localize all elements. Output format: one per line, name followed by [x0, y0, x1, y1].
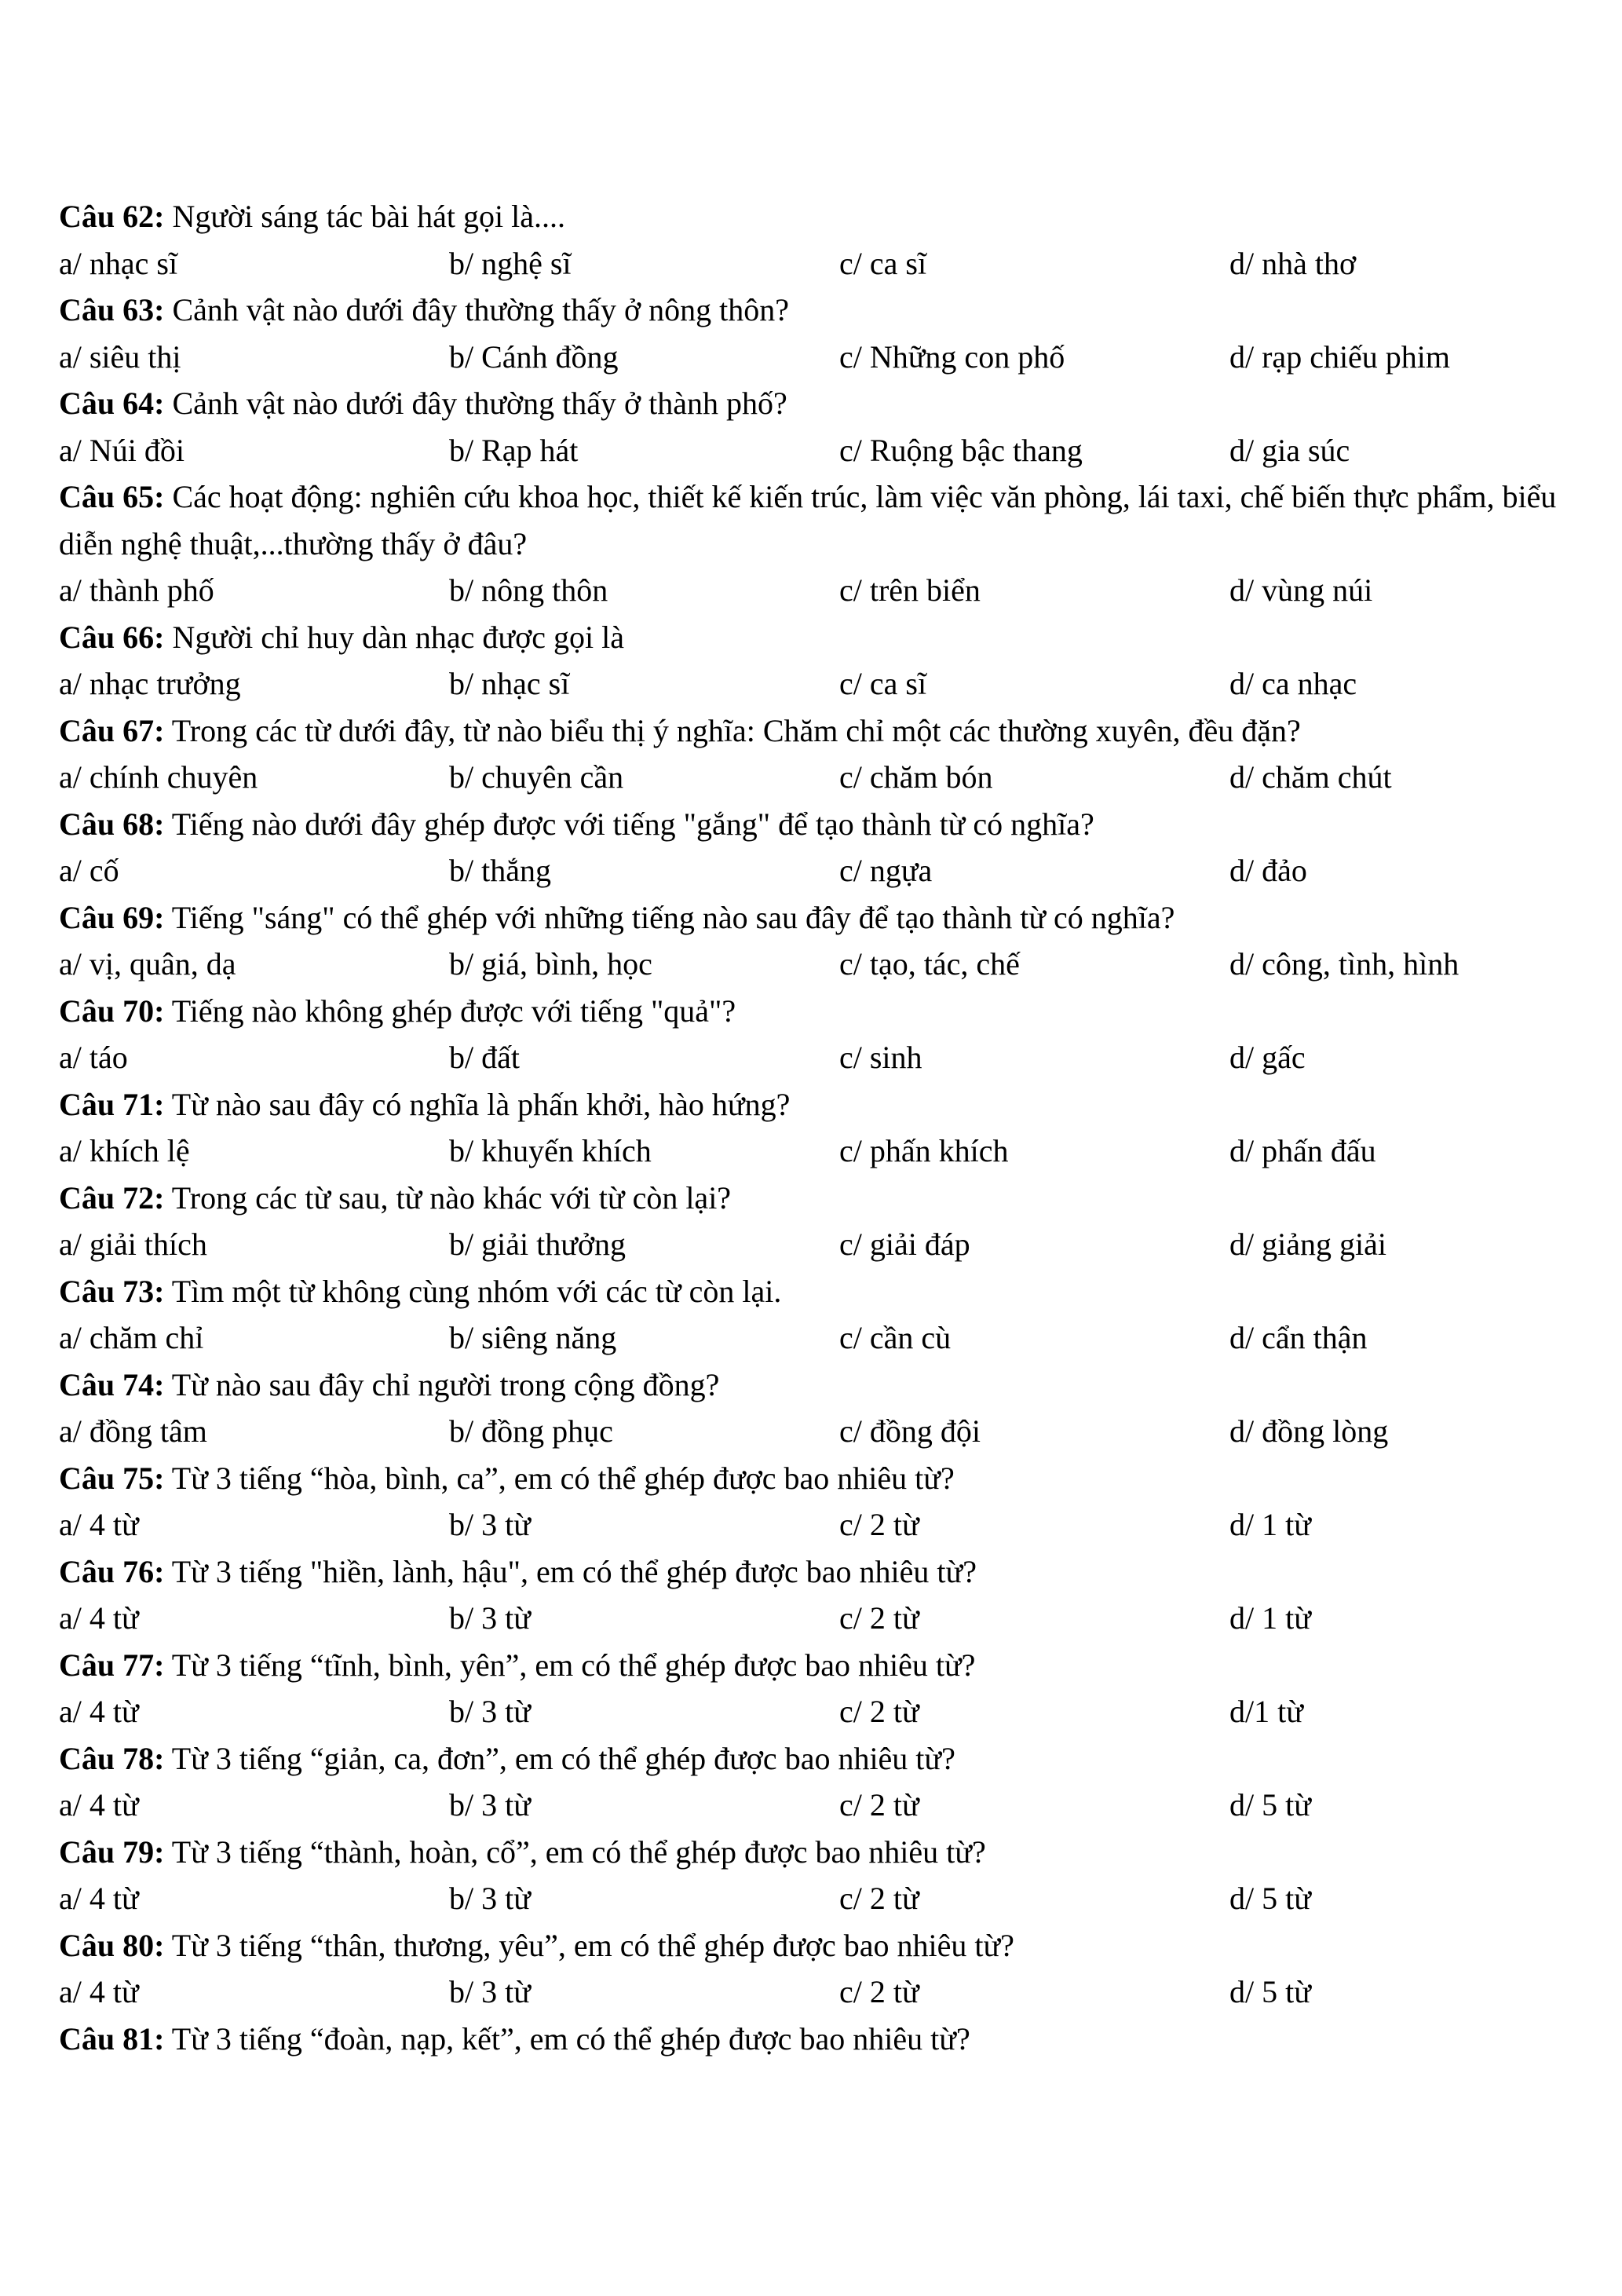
question-line [59, 380, 1590, 427]
question-line [59, 1175, 1590, 1222]
option-a: a/ nhạc trưởng [59, 666, 241, 701]
question-line [59, 707, 1590, 755]
option-c: c/ cần cù [839, 1320, 952, 1355]
question-line [59, 1735, 1590, 1782]
question-line [59, 894, 1590, 941]
question-block [59, 1548, 1590, 1642]
option-b: b/ 3 từ [449, 1507, 531, 1542]
question-number: Câu 80: [59, 1927, 165, 1963]
question-line [59, 1922, 1590, 1969]
option-a: a/ 4 từ [59, 1507, 139, 1542]
answer-options [59, 1782, 1590, 1829]
option-c: c/ 2 từ [839, 1507, 919, 1542]
option-b: b/ 3 từ [449, 1974, 531, 2009]
question-block [59, 1455, 1590, 1548]
option-a: a/ cố [59, 853, 119, 888]
option-d: d/ rạp chiếu phim [1229, 338, 1451, 375]
question-text: Từ nào sau đây có nghĩa là phấn khởi, hào hứng? [164, 1086, 791, 1122]
option-d: d/ giảng giải [1229, 1227, 1386, 1262]
answer-options [59, 1314, 1590, 1362]
option-a: a/ siêu thị [59, 338, 181, 375]
option-c: c/ phấn khích [839, 1133, 1009, 1168]
option-c: c/ 2 từ [839, 1974, 919, 2009]
question-line [59, 1081, 1590, 1128]
option-a: a/ giải thích [59, 1227, 207, 1262]
question-text: Người sáng tác bài hát gọi là.... [164, 199, 565, 234]
question-line [59, 473, 1590, 567]
question-text: Cảnh vật nào dưới đây thường thấy ở nông thôn? [164, 292, 790, 327]
option-c: c/ 2 từ [839, 1694, 919, 1729]
question-text: Từ 3 tiếng “tĩnh, bình, yên”, em có thể ghép được bao nhiêu từ? [164, 1647, 976, 1683]
answer-options [59, 1875, 1590, 1922]
question-number: Câu 78: [59, 1740, 165, 1776]
option-d: d/ 1 từ [1229, 1600, 1311, 1636]
option-b: b/ nhạc sĩ [449, 666, 570, 701]
option-d: d/ gia súc [1229, 432, 1350, 468]
answer-options [59, 240, 1590, 287]
question-line [59, 193, 1590, 240]
option-d: d/1 từ [1229, 1694, 1303, 1729]
question-block [59, 1081, 1590, 1175]
question-number: Câu 76: [59, 1553, 165, 1589]
question-block [59, 707, 1590, 801]
answer-options [59, 847, 1590, 894]
option-c: c/ Ruộng bậc thang [839, 432, 1083, 468]
option-b: b/ chuyên cần [449, 759, 624, 795]
question-block [59, 1829, 1590, 1922]
option-b: b/ Rạp hát [449, 432, 579, 468]
question-block [59, 894, 1590, 988]
question-block [59, 1362, 1590, 1455]
answer-options [59, 1501, 1590, 1548]
question-number: Câu 74: [59, 1366, 165, 1402]
question-number: Câu 62: [59, 199, 165, 234]
option-b: b/ siêng năng [449, 1320, 617, 1355]
option-d: d/ 5 từ [1229, 1787, 1311, 1823]
option-a: a/ vị, quân, dạ [59, 946, 236, 982]
question-line [59, 988, 1590, 1035]
option-c: c/ ca sĩ [839, 666, 927, 701]
answer-options [59, 427, 1590, 474]
question-text: Cảnh vật nào dưới đây thường thấy ở thành phố? [164, 386, 787, 421]
question-block [59, 614, 1590, 707]
question-number: Câu 73: [59, 1273, 165, 1309]
answer-options [59, 567, 1590, 614]
option-c: c/ giải đáp [839, 1227, 970, 1262]
question-text: Trong các từ dưới đây, từ nào biểu thị ý nghĩa: Chăm chỉ một các thường xuyên, đều đặn? [164, 712, 1301, 748]
question-text: Tiếng nào dưới đây ghép được với tiếng "gắng" để tạo thành từ có nghĩa? [164, 806, 1094, 842]
question-block [59, 380, 1590, 473]
option-b: b/ đất [449, 1040, 520, 1075]
option-d: d/ phấn đấu [1229, 1133, 1376, 1168]
option-a: a/ 4 từ [59, 1974, 139, 2009]
option-b: b/ nông thôn [449, 572, 608, 608]
question-text: Từ nào sau đây chỉ người trong cộng đồng? [164, 1366, 720, 1402]
question-number: Câu 72: [59, 1179, 165, 1216]
option-a: a/ táo [59, 1040, 128, 1075]
question-line [59, 1642, 1590, 1689]
question-block [59, 801, 1590, 894]
question-number: Câu 75: [59, 1460, 165, 1496]
question-text: Từ 3 tiếng “thân, thương, yêu”, em có thể ghép được bao nhiêu từ? [164, 1927, 1014, 1963]
question-block [59, 473, 1590, 614]
question-block [59, 2016, 1590, 2063]
question-line [59, 1455, 1590, 1502]
option-c: c/ sinh [839, 1040, 922, 1075]
question-text: Từ 3 tiếng “giản, ca, đơn”, em có thể ghép được bao nhiêu từ? [164, 1740, 955, 1776]
option-b: b/ 3 từ [449, 1787, 531, 1823]
question-number: Câu 81: [59, 2020, 165, 2057]
question-line [59, 1548, 1590, 1596]
option-a: a/ 4 từ [59, 1694, 139, 1729]
question-block [59, 1642, 1590, 1735]
option-d: d/ cẩn thận [1229, 1320, 1368, 1355]
option-b: b/ khuyến khích [449, 1133, 652, 1168]
option-a: a/ nhạc sĩ [59, 245, 178, 281]
option-c: c/ ngựa [839, 853, 933, 888]
question-number: Câu 68: [59, 806, 165, 842]
answer-options [59, 1595, 1590, 1642]
question-block [59, 1175, 1590, 1268]
question-number: Câu 63: [59, 292, 165, 327]
question-block [59, 193, 1590, 287]
option-b: b/ Cánh đồng [449, 338, 619, 375]
option-a: a/ 4 từ [59, 1600, 139, 1636]
question-block [59, 1735, 1590, 1829]
question-number: Câu 69: [59, 899, 165, 935]
option-d: d/ chăm chút [1229, 759, 1392, 795]
answer-options [59, 1034, 1590, 1081]
option-b: b/ giải thưởng [449, 1227, 627, 1262]
question-line [59, 2016, 1590, 2063]
question-number: Câu 77: [59, 1647, 165, 1683]
option-d: d/ 5 từ [1229, 1881, 1311, 1916]
option-b: b/ đồng phục [449, 1413, 613, 1449]
question-number: Câu 70: [59, 993, 165, 1029]
option-b: b/ 3 từ [449, 1881, 531, 1916]
option-c: c/ 2 từ [839, 1787, 919, 1823]
option-a: a/ khích lệ [59, 1133, 190, 1168]
answer-options [59, 334, 1590, 381]
question-text: Từ 3 tiếng “hòa, bình, ca”, em có thể ghép được bao nhiêu từ? [164, 1460, 955, 1496]
option-d: d/ nhà thơ [1229, 245, 1357, 281]
option-d: d/ ca nhạc [1229, 666, 1357, 701]
option-b: b/ giá, bình, học [449, 946, 652, 982]
option-d: d/ đồng lòng [1229, 1413, 1389, 1449]
question-block [59, 1922, 1590, 2016]
option-d: d/ gấc [1229, 1040, 1306, 1075]
option-b: b/ thắng [449, 853, 551, 888]
question-block [59, 1268, 1590, 1362]
answer-options [59, 941, 1590, 988]
question-line [59, 614, 1590, 661]
question-text: Tìm một từ không cùng nhóm với các từ còn lại. [164, 1273, 782, 1309]
option-d: d/ công, tình, hình [1229, 946, 1459, 982]
answer-options [59, 754, 1590, 801]
question-text: Từ 3 tiếng "hiền, lành, hậu", em có thể ghép được bao nhiêu từ? [164, 1553, 977, 1589]
option-b: b/ 3 từ [449, 1600, 531, 1636]
option-d: d/ 5 từ [1229, 1974, 1311, 2009]
option-a: a/ Núi đồi [59, 432, 184, 468]
question-line [59, 1268, 1590, 1315]
option-c: c/ tạo, tác, chế [839, 946, 1020, 982]
question-line [59, 287, 1590, 334]
option-c: c/ trên biển [839, 572, 981, 608]
option-d: d/ đảo [1229, 853, 1307, 888]
option-c: c/ chăm bón [839, 759, 993, 795]
option-d: d/ 1 từ [1229, 1507, 1311, 1542]
option-c: c/ 2 từ [839, 1600, 919, 1636]
question-number: Câu 64: [59, 386, 165, 421]
question-number: Câu 79: [59, 1834, 165, 1870]
question-text: Các hoạt động: nghiên cứu khoa học, thiết kế kiến trúc, làm việc văn phòng, lái taxi, chế biến thực phẩm, biểu diễn nghệ thuật,...thường thấy ở đâu? [59, 479, 1557, 561]
question-line [59, 1362, 1590, 1409]
question-number: Câu 67: [59, 712, 165, 748]
question-block [59, 988, 1590, 1081]
question-text: Từ 3 tiếng “thành, hoàn, cổ”, em có thể ghép được bao nhiêu từ? [164, 1834, 986, 1870]
option-a: a/ đồng tâm [59, 1413, 207, 1449]
option-c: c/ ca sĩ [839, 245, 927, 281]
question-text: Tiếng "sáng" có thể ghép với những tiếng nào sau đây để tạo thành từ có nghĩa? [164, 899, 1175, 935]
question-block [59, 287, 1590, 380]
option-b: b/ nghệ sĩ [449, 245, 572, 281]
option-a: a/ 4 từ [59, 1881, 139, 1916]
answer-options [59, 1688, 1590, 1735]
question-list [59, 193, 1590, 2062]
question-number: Câu 66: [59, 619, 165, 655]
question-text: Trong các từ sau, từ nào khác với từ còn lại? [164, 1179, 732, 1216]
option-a: a/ 4 từ [59, 1787, 139, 1823]
question-line [59, 801, 1590, 848]
option-d: d/ vùng núi [1229, 572, 1373, 608]
option-a: a/ chăm chỉ [59, 1320, 204, 1355]
question-text: Người chỉ huy dàn nhạc được gọi là [164, 619, 624, 655]
question-number: Câu 71: [59, 1086, 165, 1122]
question-text: Tiếng nào không ghép được với tiếng "quả"? [164, 993, 736, 1029]
answer-options [59, 1221, 1590, 1268]
option-a: a/ thành phố [59, 572, 214, 608]
question-number: Câu 65: [59, 479, 165, 514]
question-line [59, 1829, 1590, 1876]
answer-options [59, 660, 1590, 707]
answer-options [59, 1128, 1590, 1175]
option-a: a/ chính chuyên [59, 759, 258, 795]
option-c: c/ 2 từ [839, 1881, 919, 1916]
answer-options [59, 1408, 1590, 1455]
option-c: c/ đồng đội [839, 1413, 981, 1449]
option-b: b/ 3 từ [449, 1694, 531, 1729]
option-c: c/ Những con phố [839, 338, 1065, 375]
question-text: Từ 3 tiếng “đoàn, nạp, kết”, em có thể ghép được bao nhiêu từ? [164, 2020, 970, 2057]
answer-options [59, 1969, 1590, 2016]
